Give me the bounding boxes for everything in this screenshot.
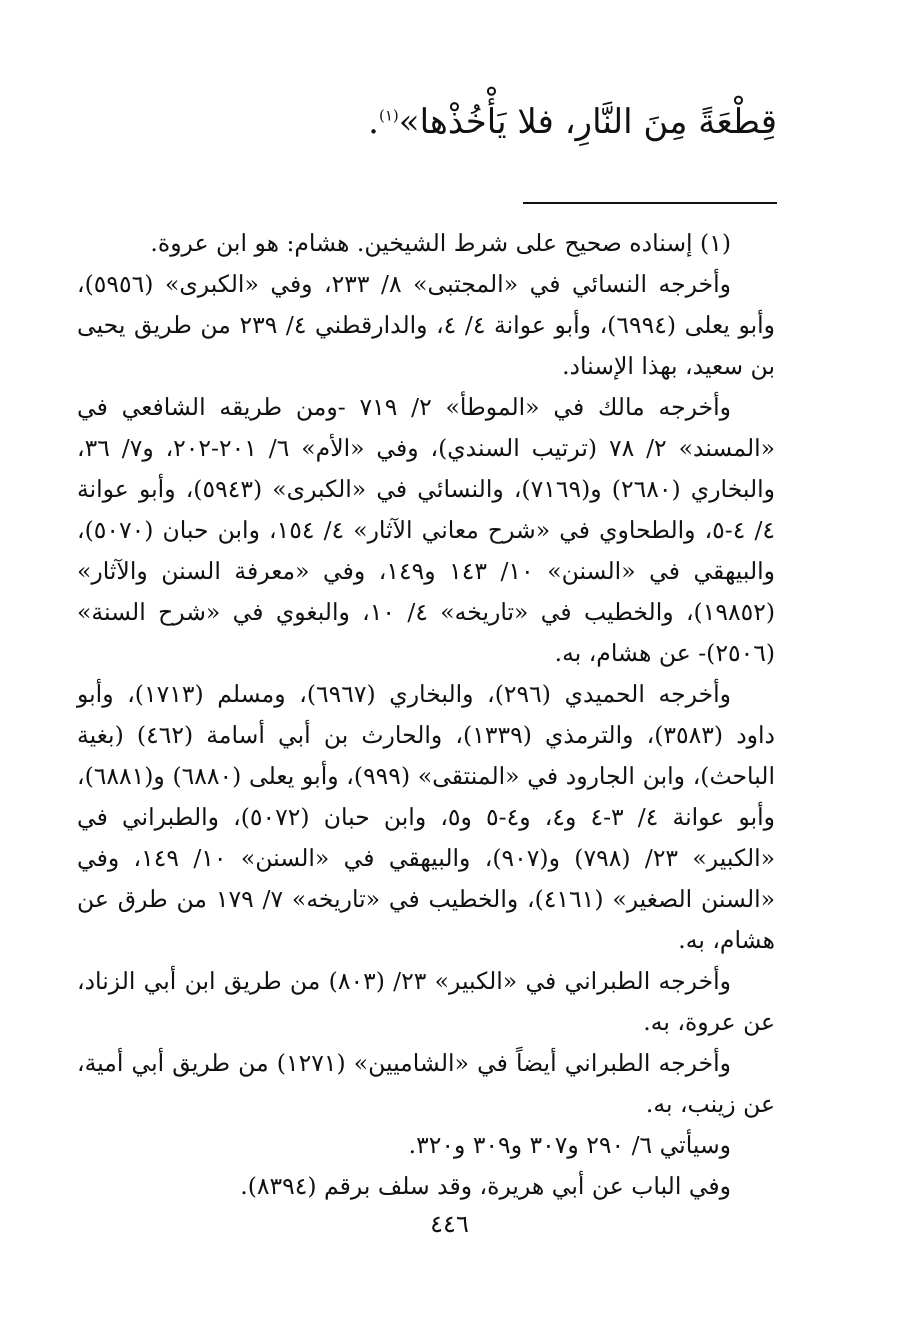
footnote-separator [523, 202, 777, 204]
footnote-paragraph: وأخرجه الحميدي (٢٩٦)، والبخاري (٦٩٦٧)، ومسلم (١٧١٣)، وأبو داود (٣٥٨٣)، والترمذي (١٣٣٩)، والحارث بن أبي أسامة (٤٦٢) (بغية الباحث)، وابن الجارود في «المنتقى» (٩٩٩)، وأبو يعلى (٦٨٨٠) و(٦٨٨١)، وأبو عوانة ٤/ ٣-٤ و٤، و٤-٥ و٥، وابن حبان (٥٠٧٢)، والطبراني في «الكبير» ٢٣/ (٧٩٨) و(٩٠٧)، والبيهقي في «السنن» ١٠/ ١٤٩، وفي «السنن الصغير» (٤١٦١)، والخطيب في «تاريخه» ٧/ ١٧٩ من طرق عن هشام، به. [77, 680, 776, 954]
footnote-paragraph: وسيأتي ٦/ ٢٩٠ و٣٠٧ و٣٠٩ و٣٢٠. [408, 1131, 731, 1159]
footnote-paragraph: وأخرجه مالك في «الموطأ» ٢/ ٧١٩ -ومن طريقه الشافعي في «المسند» ٢/ ٧٨ (ترتيب السندي)، وفي «الأم» ٦/ ٢٠١-٢٠٢، و٧/ ٣٦، والبخاري (٢٦٨٠) و(٧١٦٩)، والنسائي في «الكبرى» (٥٩٤٣)، وأبو عوانة ٤/ ٤-٥، والطحاوي في «شرح معاني الآثار» ٤/ ١٥٤، وابن حبان (٥٠٧٠)، والبيهقي في «السنن» ١٠/ ١٤٣ و١٤٩، وفي «معرفة السنن والآثار» (١٩٨٥٢)، والخطيب في «تاريخه» ٤/ ١٠، والبغوي في «شرح السنة» (٢٥٠٦)- عن هشام، به. [77, 393, 776, 667]
page-number: ٤٤٦ [430, 1210, 469, 1238]
footnote-paragraph: وأخرجه الطبراني أيضاً في «الشاميين» (١٢٧١) من طريق أبي أمية، عن زينب، به. [77, 1049, 775, 1118]
footnote-paragraph: وفي الباب عن أبي هريرة، وقد سلف برقم (٨٣٩٤). [240, 1172, 731, 1200]
footnote-paragraph: وأخرجه الطبراني في «الكبير» ٢٣/ (٨٠٣) من طريق ابن أبي الزناد، عن عروة، به. [77, 967, 775, 1036]
main-text-line [77, 92, 777, 152]
footnotes-block [77, 223, 775, 1207]
main-text: قِطْعَةً مِنَ النَّارِ، فلا يَأْخُذْها» [398, 102, 777, 142]
main-text-end-punctuation: . [368, 102, 379, 142]
footnote-paragraph: وأخرجه النسائي في «المجتبى» ٨/ ٢٣٣، وفي «الكبرى» (٥٩٥٦)، وأبو يعلى (٦٩٩٤)، وأبو عوانة ٤/ ٤، والدارقطني ٤/ ٢٣٩ من طريق يحيى بن سعيد، بهذا الإسناد. [77, 270, 776, 380]
footnote-reference: (١) [378, 106, 399, 125]
footnote-paragraph: (١) إسناده صحيح على شرط الشيخين. هشام: هو ابن عروة. [150, 229, 731, 257]
